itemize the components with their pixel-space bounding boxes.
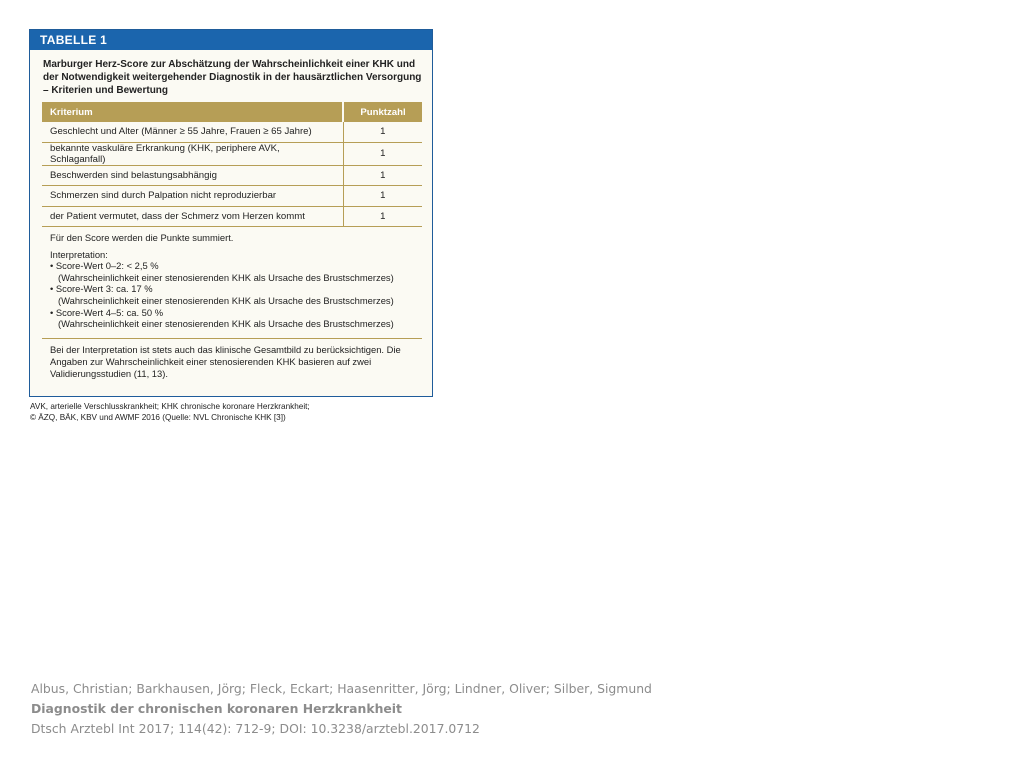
sum-note: Für den Score werden die Punkte summiert. (50, 232, 234, 243)
criterion-cell: Geschlecht und Alter (Männer ≥ 55 Jahre, Frauen ≥ 65 Jahre) (42, 122, 343, 142)
column-header-points: Punktzahl (343, 102, 422, 122)
criterion-cell: der Patient vermutet, dass der Schmerz vom Herzen kommt (42, 206, 343, 227)
figure-header: TABELLE 1 (30, 30, 432, 50)
interpretation-detail: (Wahrscheinlichkeit einer stenosierenden KHK als Ursache des Brustschmerzes) (58, 271, 394, 283)
divider (42, 338, 422, 339)
table-row (42, 142, 422, 165)
points-cell: 1 (343, 186, 422, 207)
table-row (42, 186, 422, 207)
table-header-row (42, 102, 422, 122)
criterion-cell: bekannte vaskuläre Erkrankung (KHK, periphere AVK, Schlaganfall) (42, 142, 343, 165)
interpretation-value: • Score-Wert 3: ca. 17 % (50, 283, 153, 295)
points-cell: 1 (343, 165, 422, 186)
interpretation-detail: (Wahrscheinlichkeit einer stenosierenden KHK als Ursache des Brustschmerzes) (58, 318, 394, 330)
citation-authors: Albus, Christian; Barkhausen, Jörg; Fleck, Eckart; Haasenritter, Jörg; Lindner, Oliver; Silber, Sigmund (31, 681, 652, 696)
citation-source: Dtsch Arztebl Int 2017; 114(42): 712-9; DOI: 10.3238/arztebl.2017.0712 (31, 721, 480, 736)
score-table (42, 102, 422, 227)
table-figure (29, 29, 433, 397)
table-row (42, 122, 422, 142)
points-cell: 1 (343, 122, 422, 142)
table-row (42, 206, 422, 227)
points-cell: 1 (343, 142, 422, 165)
column-header-criterion: Kriterium (42, 102, 343, 122)
footnote-copyright: © ÄZQ, BÄK, KBV und AWMF 2016 (Quelle: NVL Chronische KHK [3]) (30, 413, 286, 422)
closing-note: Bei der Interpretation ist stets auch das klinische Gesamtbild zu berücksichtigen. Die Angaben zur Wahrscheinlichkeit einer stenosierenden KHK basieren auf zwei Validierungsstudien (11, 13). (50, 344, 401, 379)
footnote-abbreviations: AVK, arterielle Verschlusskrankheit; KHK chronische koronare Herzkrankheit; (30, 402, 310, 411)
citation (31, 679, 731, 739)
interpretation-label: Interpretation: (50, 248, 108, 260)
interpretation-value: • Score-Wert 0–2: < 2,5 % (50, 260, 159, 272)
score-notes (50, 232, 420, 330)
table-row (42, 165, 422, 186)
figure-footnote (30, 401, 430, 423)
points-cell: 1 (343, 206, 422, 227)
figure-title: Marburger Herz-Score zur Abschätzung der Wahrscheinlichkeit einer KHK und der Notwendigkeit weitergehender Diagnostik in der hausärztlichen Versorgung – Kriterien und Bewertung (43, 59, 422, 96)
citation-title: Diagnostik der chronischen koronaren Herzkrankheit (31, 701, 402, 716)
interpretation-detail: (Wahrscheinlichkeit einer stenosierenden KHK als Ursache des Brustschmerzes) (58, 294, 394, 306)
criterion-cell: Beschwerden sind belastungsabhängig (42, 165, 343, 186)
interpretation-value: • Score-Wert 4–5: ca. 50 % (50, 306, 164, 318)
criterion-cell: Schmerzen sind durch Palpation nicht reproduzierbar (42, 186, 343, 207)
